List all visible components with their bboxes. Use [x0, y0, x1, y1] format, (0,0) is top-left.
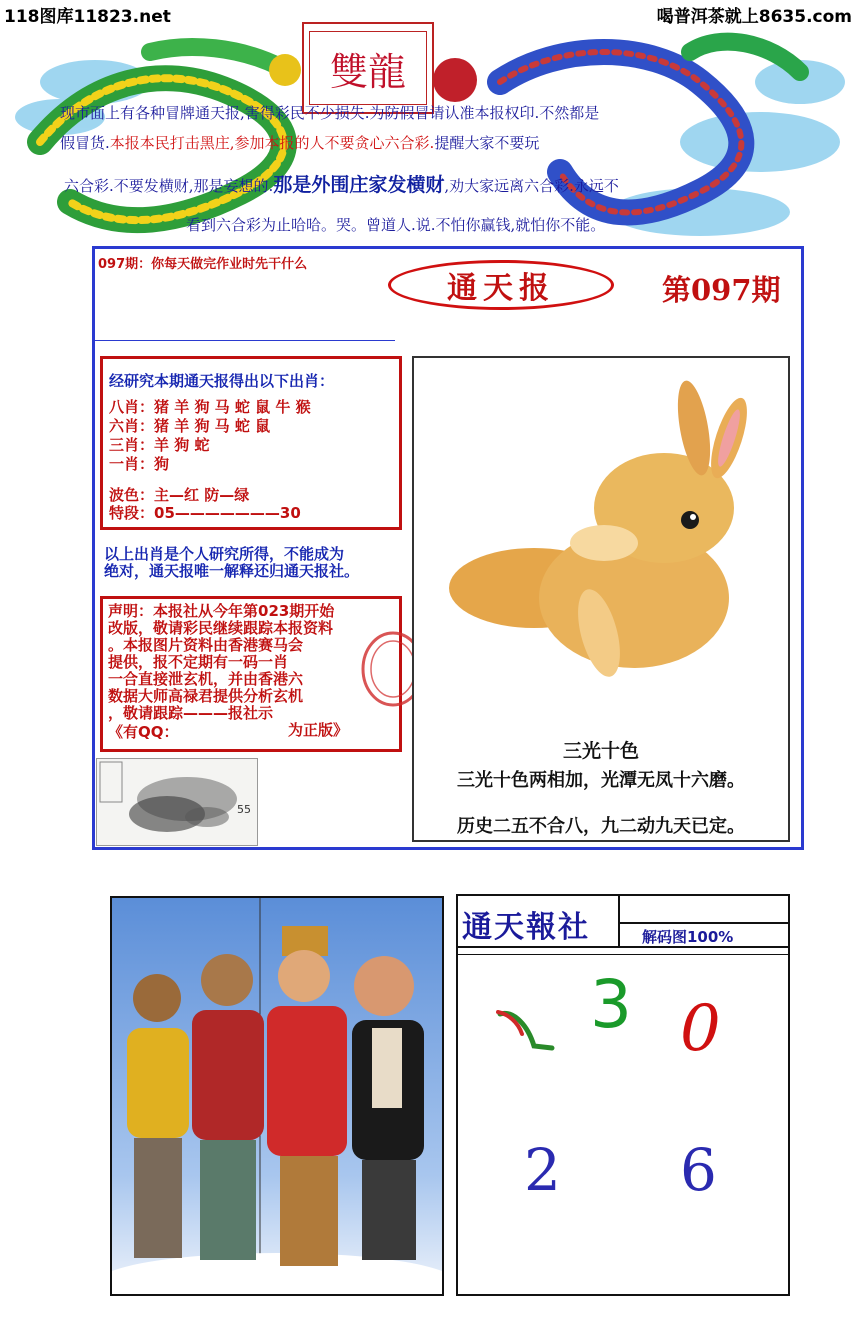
row-three-label: 三肖：: [109, 436, 155, 454]
notice-line-4: 提供，报不定期有一码一肖: [108, 653, 289, 671]
notice-footer-left: 《有QQ：: [108, 723, 179, 741]
four-figures-picture: [110, 896, 444, 1296]
masthead: 通天报: [388, 260, 614, 310]
riddle-title: 三光十色: [562, 740, 639, 762]
special-row: [109, 503, 301, 522]
decode-subtitle-box: [620, 922, 788, 948]
row-eight-values: 猪 羊 狗 马 蛇 鼠 牛 猴: [154, 398, 311, 416]
intro-line-4: 看到六合彩为止哈哈。哭。曾道人.说.不怕你赢钱,就怕你不能。: [186, 216, 606, 234]
intro-line-2: [60, 128, 820, 158]
intro-line-2a: 假冒货.: [60, 134, 110, 152]
four-figures-illustration: [112, 898, 442, 1294]
disclaimer: [104, 546, 400, 580]
ink-stroke-icon: [494, 1000, 558, 1060]
row-one: [109, 454, 311, 473]
study-box: [100, 356, 402, 530]
rabbit-illustration: [414, 358, 788, 718]
notice-line-1: 声明：本报社从今年第023期开始: [108, 602, 335, 620]
rabbit-shape: [449, 378, 754, 681]
decode-number-1: 3: [590, 966, 632, 1043]
notice-line-5: 一合直接泄玄机，并由香港六: [108, 670, 304, 688]
decode-title-box: [458, 896, 620, 948]
decode-subtitle: 解码图100%: [642, 928, 734, 946]
row-one-label: 一肖：: [109, 455, 155, 473]
disclaimer-line-2: 绝对，通天报唯一解释还归通天报社。: [104, 562, 360, 580]
intro-line-1: 现市面上有各种冒牌通天报,害得彩民不少损失.为防假冒请认准本报权印.不然都是: [60, 104, 600, 122]
study-rows: [109, 397, 311, 473]
issue-number: 第097期: [662, 273, 781, 307]
ink-painting: [96, 758, 258, 846]
intro-line-2c: 提醒大家不要玩: [434, 134, 540, 152]
riddle-line-2: 历史二五不合八，九二动九天已定。: [457, 816, 745, 837]
decode-title: 通天報社: [462, 910, 590, 945]
disclaimer-line-1: 以上出肖是个人研究所得，不能成为: [104, 545, 345, 563]
decode-number-3: 2: [524, 1136, 561, 1204]
intro-line-3: [64, 170, 824, 201]
dragon-banner: [0, 22, 858, 247]
left-site-label[interactable]: 118图库11823.net: [4, 7, 171, 27]
study-heading: 经研究本期通天报得出以下出肖：: [109, 372, 335, 390]
title-text: 雙龍: [309, 31, 427, 105]
decode-panel: [456, 894, 790, 1296]
intro-line-3b: 那是外围庄家发横财: [273, 174, 445, 196]
notice-line-3: 。本报图片资料由香港赛马会: [108, 636, 304, 654]
right-site-label[interactable]: 喝普洱茶就上8635.com: [656, 7, 852, 27]
issue-question: 097期：你每天做完作业时先干什么: [98, 257, 308, 272]
decode-number-2: 0: [680, 992, 721, 1066]
notice-box: [100, 596, 402, 752]
color-row: [109, 485, 249, 504]
row-eight: [109, 397, 311, 416]
intro-line-3a: 六合彩.不要发横财,那是妄想的.: [64, 177, 274, 195]
decode-divider: [458, 954, 788, 955]
row-one-values: 狗: [154, 455, 170, 473]
special-value: 05———————30: [154, 504, 301, 522]
color-value: 主—红 防—绿: [154, 486, 250, 504]
row-six: [109, 416, 311, 435]
row-six-values: 猪 羊 狗 马 蛇 鼠: [154, 417, 271, 435]
panel-divider: [95, 340, 395, 341]
notice-line-6: 数据大师高禄君提供分析玄机: [108, 687, 304, 705]
ink-painting-art: [97, 759, 257, 845]
row-eight-label: 八肖：: [109, 398, 155, 416]
intro-line-3c: ,劝大家远离六合彩.永远不: [444, 177, 619, 195]
row-three: [109, 435, 311, 454]
row-three-values: 羊 狗 蛇: [154, 436, 210, 454]
riddle-line-1: 三光十色两相加，光潭无凤十六磨。: [457, 770, 745, 791]
notice-line-7: ，敬请跟踪———报社示: [108, 704, 274, 722]
special-label: 特段：: [109, 504, 155, 522]
intro-line-2b: 本报本民打击黑庄,参加本报的人不要贪心六合彩.: [109, 134, 435, 152]
notice-footer-right: 为正版》: [288, 721, 349, 739]
notice-line-2: 改版，敬请彩民继续跟踪本报资料: [108, 619, 334, 637]
painting-signature: 55: [237, 803, 251, 816]
notice-footer: [108, 722, 400, 741]
color-label: 波色：: [109, 486, 155, 504]
decode-number-4: 6: [680, 1136, 717, 1204]
row-six-label: 六肖：: [109, 417, 155, 435]
